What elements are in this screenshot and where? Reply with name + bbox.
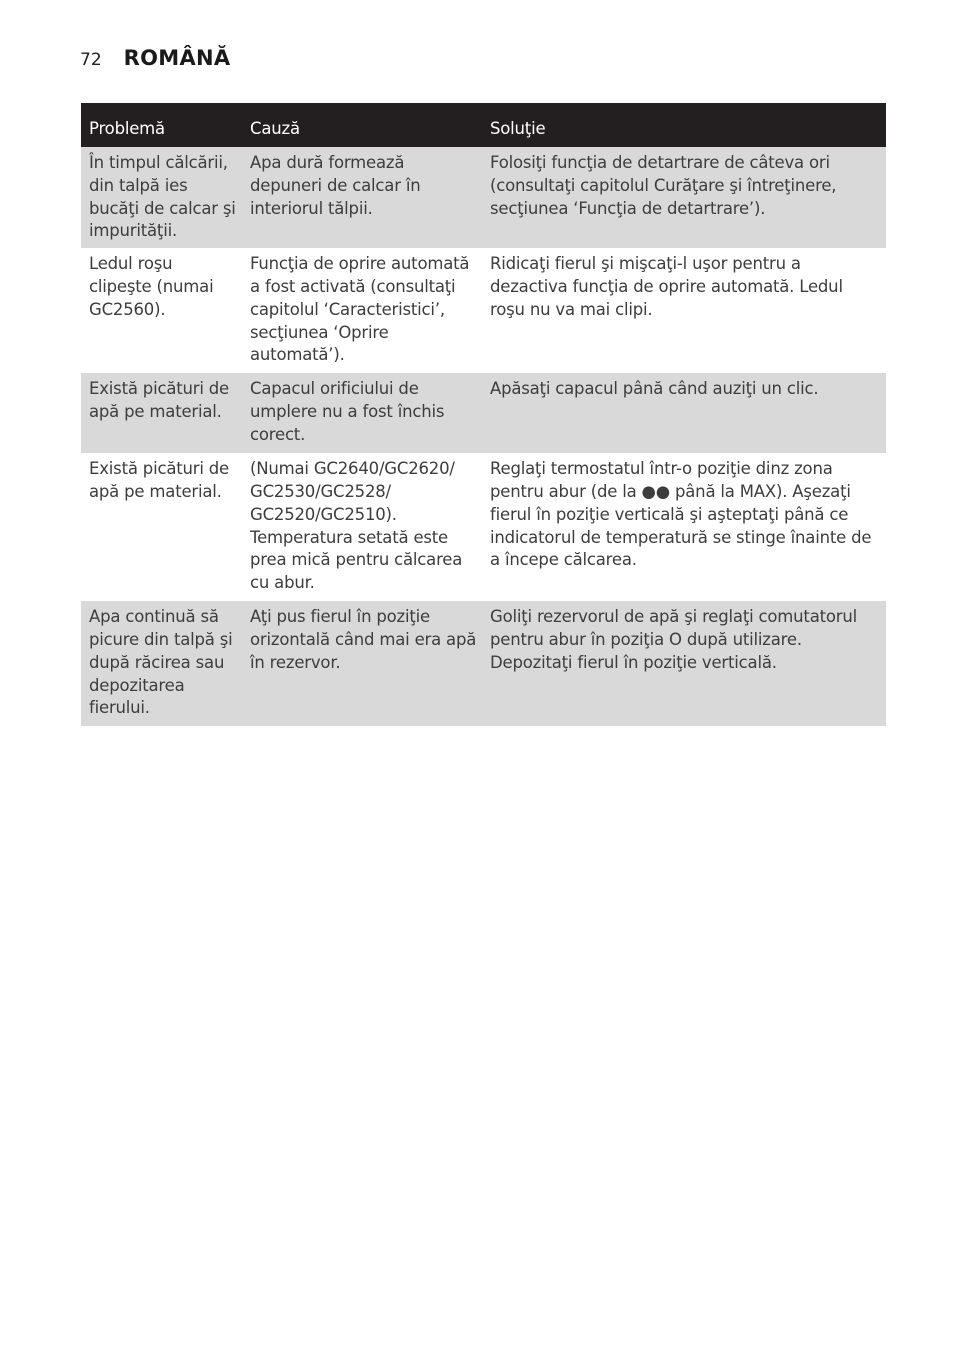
table-row <box>81 248 886 373</box>
cell-solution: Folosiţi funcţia de detartrare de câteva ori (consultaţi capitolul Curăţare şi întreţinere, secţiunea ‘Funcţia de detartrare’). <box>482 147 886 248</box>
table-row <box>81 601 886 726</box>
cell-problem: Există picături de apă pe material. <box>81 453 242 601</box>
cell-cause: Aţi pus fierul în poziţie orizontală când mai era apă în rezervor. <box>242 601 482 726</box>
table-row <box>81 147 886 248</box>
column-header-solution: Soluţie <box>482 103 886 147</box>
cell-solution: Reglaţi termostatul într-o poziţie dinz zona pentru abur (de la ●● până la MAX). Aşezaţi fierul în poziţie verticală şi aşteptaţi până ce indicatorul de temperatură se stinge înainte de a începe călcarea. <box>482 453 886 601</box>
cell-cause: Capacul orificiului de umplere nu a fost închis corect. <box>242 373 482 453</box>
table-row <box>81 453 886 601</box>
page-number: 72 <box>80 50 102 70</box>
troubleshooting-table <box>81 103 886 726</box>
page-header <box>80 46 230 70</box>
column-header-cause: Cauză <box>242 103 482 147</box>
cell-problem: Apa continuă să picure din talpă şi după răcirea sau depozitarea fierului. <box>81 601 242 726</box>
section-title: ROMÂNĂ <box>123 46 231 70</box>
cell-problem: În timpul călcării, din talpă ies bucăţi de calcar şi impurităţii. <box>81 147 242 248</box>
table-header-row <box>81 103 886 147</box>
cell-problem: Ledul roşu clipeşte (numai GC2560). <box>81 248 242 373</box>
cell-solution: Apăsaţi capacul până când auziţi un clic. <box>482 373 886 453</box>
table-row <box>81 373 886 453</box>
column-header-problem: Problemă <box>81 103 242 147</box>
cell-cause: Apa dură formează depuneri de calcar în interiorul tălpii. <box>242 147 482 248</box>
cell-cause: (Numai GC2640/GC2620/ GC2530/GC2528/ GC2520/GC2510). Temperatura setată este prea mică pentru călcarea cu abur. <box>242 453 482 601</box>
cell-solution: Goliţi rezervorul de apă şi reglaţi comutatorul pentru abur în poziţia O după utilizare. Depozitaţi fierul în poziţie verticală. <box>482 601 886 726</box>
cell-cause: Funcţia de oprire automată a fost activată (consultaţi capitolul ‘Caracteristici’, secţiunea ‘Oprire automată’). <box>242 248 482 373</box>
cell-problem: Există picături de apă pe material. <box>81 373 242 453</box>
cell-solution: Ridicaţi fierul şi mişcaţi-l uşor pentru a dezactiva funcţia de oprire automată. Ledul roşu nu va mai clipi. <box>482 248 886 373</box>
